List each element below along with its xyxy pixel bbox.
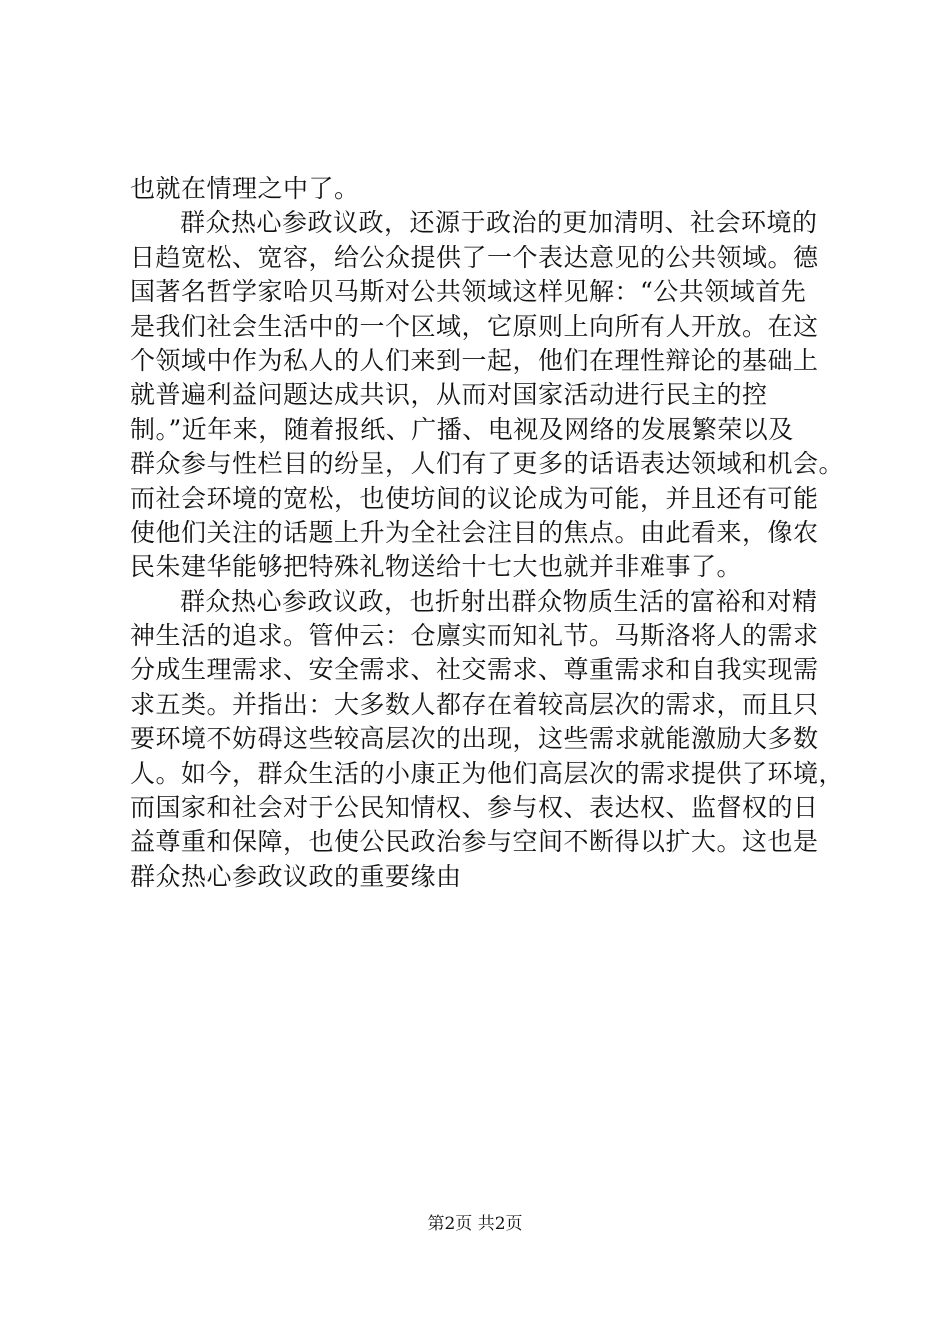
page-number-label: 第2页 共2页: [427, 1214, 523, 1234]
text-line: 要环境不妨碍这些较高层次的出现，这些需求就能激励大多数: [130, 724, 819, 754]
text-line: 民朱建华能够把特殊礼物送给十七大也就并非难事了。: [130, 552, 743, 582]
page-footer: [0, 1212, 950, 1236]
text-line: 分成生理需求、安全需求、社交需求、尊重需求和自我实现需: [130, 655, 819, 685]
text-line: 神生活的追求。管仲云：仓廪实而知礼节。马斯洛将人的需求: [130, 621, 819, 651]
text-line: 也就在情理之中了。: [130, 174, 360, 203]
text-line: 使他们关注的话题上升为全社会注目的焦点。由此看来，像农: [130, 517, 819, 547]
text-line: 人。如今，群众生活的小康正为他们高层次的需求提供了环境，: [130, 758, 845, 788]
body-text: [130, 172, 845, 894]
text-line: 日趋宽松、宽容，给公众提供了一个表达意见的公共领域。德: [130, 242, 819, 272]
text-line: 群众参与性栏目的纷呈，人们有了更多的话语表达领域和机会。: [130, 449, 845, 479]
text-line: 国著名哲学家哈贝马斯对公共领域这样见解：“公共领域首先: [130, 277, 807, 307]
paragraph-start-line: 群众热心参政议政，还源于政治的更加清明、社会环境的: [180, 208, 818, 238]
paragraph-start-line: 群众热心参政议政，也折射出群众物质生活的富裕和对精: [180, 586, 818, 616]
text-line: 而国家和社会对于公民知情权、参与权、表达权、监督权的日: [130, 793, 819, 823]
text-line: 群众热心参政议政的重要缘由: [130, 861, 462, 891]
text-line: 而社会环境的宽松，也使坊间的议论成为可能，并且还有可能: [130, 483, 819, 513]
text-line: 制。”近年来，随着报纸、广播、电视及网络的发展繁荣以及: [130, 414, 794, 444]
text-line: 就普遍利益问题达成共识，从而对国家活动进行民主的控: [130, 380, 768, 410]
text-line: 益尊重和保障，也使公民政治参与空间不断得以扩大。这也是: [130, 827, 819, 857]
text-line: 是我们社会生活中的一个区域，它原则上向所有人开放。在这: [130, 311, 819, 341]
text-line: 个领域中作为私人的人们来到一起，他们在理性辩论的基础上: [130, 345, 819, 375]
text-line: 求五类。并指出：大多数人都存在着较高层次的需求，而且只: [130, 689, 819, 719]
